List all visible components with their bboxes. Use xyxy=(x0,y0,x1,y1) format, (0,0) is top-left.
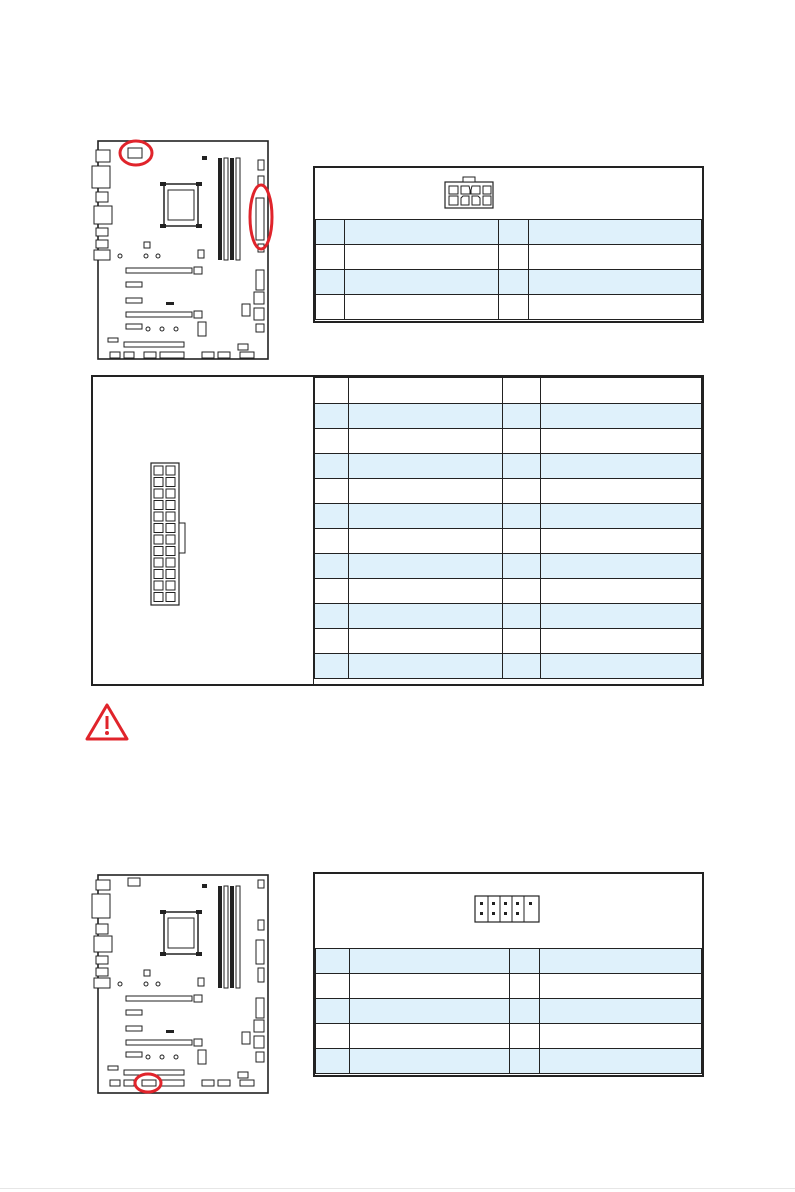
atx-power-pin-table xyxy=(91,375,704,686)
table-row xyxy=(316,974,702,999)
table-row xyxy=(316,1049,702,1074)
cpu-power-pin-rows xyxy=(315,219,702,320)
table-row xyxy=(316,999,702,1024)
table-row xyxy=(315,429,702,454)
table-row xyxy=(315,404,702,429)
table-row xyxy=(316,1024,702,1049)
table-row xyxy=(315,454,702,479)
8-pin-power-connector-icon xyxy=(443,176,497,210)
table-row xyxy=(315,554,702,579)
table-row xyxy=(316,220,702,245)
table-row xyxy=(315,629,702,654)
cpu-power-connector-area xyxy=(315,168,702,219)
warning-triangle-icon xyxy=(84,702,130,742)
front-header-connector-area xyxy=(315,874,702,948)
page-bottom-edge xyxy=(0,1188,795,1189)
table-row xyxy=(316,245,702,270)
motherboard-diagram-bottom xyxy=(84,870,284,1098)
motherboard-diagram-top xyxy=(84,136,284,364)
cpu-power-pin-table xyxy=(313,166,704,323)
atx-power-pin-rows xyxy=(314,377,702,679)
highlight-front-header-marker xyxy=(84,870,284,1098)
front-header-pin-rows xyxy=(315,948,702,1074)
table-row xyxy=(315,654,702,679)
atx-connector-area xyxy=(93,377,314,684)
table-row xyxy=(316,270,702,295)
10-pin-header-connector-icon xyxy=(474,895,540,923)
front-header-pin-table xyxy=(313,872,704,1077)
table-row xyxy=(315,604,702,629)
table-row xyxy=(315,504,702,529)
table-row xyxy=(315,579,702,604)
table-row xyxy=(316,295,702,320)
table-row xyxy=(315,378,702,404)
table-row xyxy=(315,479,702,504)
table-row xyxy=(315,529,702,554)
table-row xyxy=(316,949,702,974)
highlight-cpu-power-marker xyxy=(84,136,284,364)
24-pin-atx-connector-icon xyxy=(149,461,189,607)
